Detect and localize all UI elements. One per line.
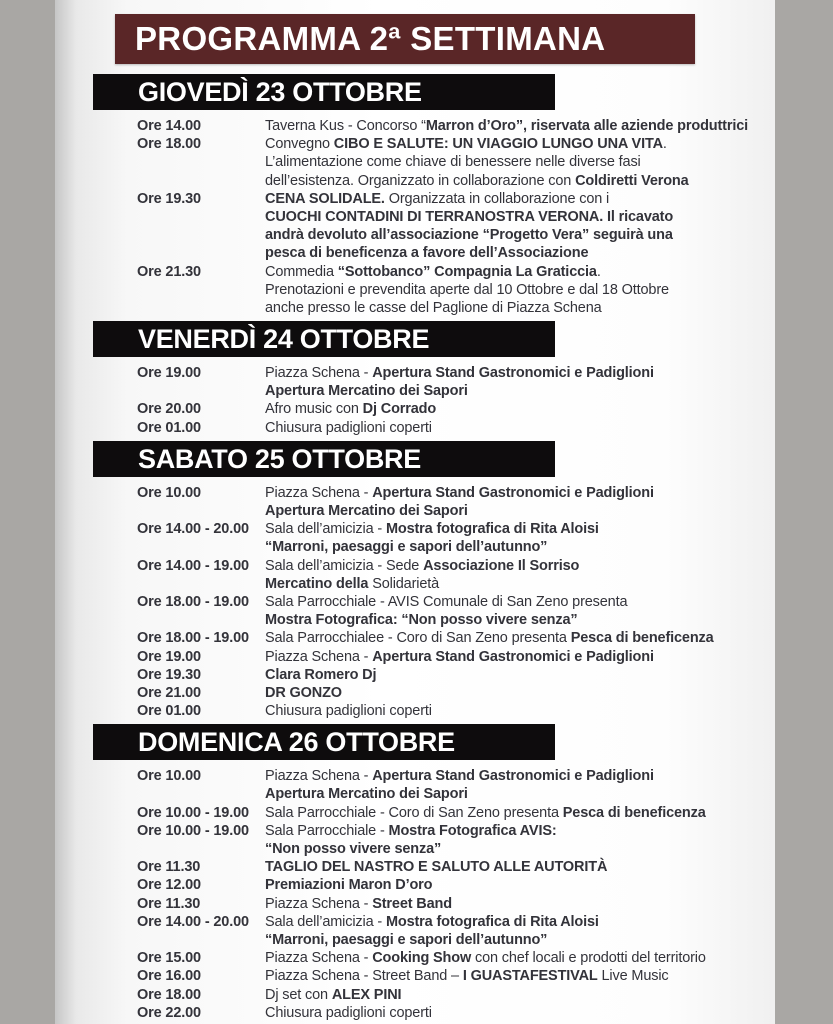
event-description <box>265 611 775 629</box>
event-text-bold: TAGLIO DEL NASTRO E SALUTO ALLE AUTORITÀ <box>265 859 608 876</box>
event-time: Ore 14.00 - 20.00 <box>137 521 249 538</box>
event-line <box>137 1004 775 1022</box>
event-text: L’alimentazione come chiave di benessere nelle diverse fasi <box>265 154 641 171</box>
event-description <box>265 382 775 400</box>
event-description <box>265 840 775 858</box>
event-line <box>137 153 775 171</box>
event-time: Ore 19.00 <box>137 648 201 665</box>
event-line <box>137 364 775 382</box>
event-time: Ore 14.00 - 20.00 <box>137 913 249 930</box>
event-rows <box>137 484 775 720</box>
event-text-bold: Apertura Stand Gastronomici e Padiglioni <box>372 484 654 501</box>
event-time: Ore 11.30 <box>137 895 201 912</box>
page-background <box>55 0 775 1024</box>
event-description <box>265 684 775 702</box>
event-description <box>265 767 775 785</box>
event-line <box>137 382 775 400</box>
event-description <box>265 822 775 840</box>
event-time <box>137 840 265 858</box>
event-text-bold: Premiazioni Maron D’oro <box>265 877 433 894</box>
event-line <box>137 858 775 876</box>
event-text-bold: Pesca di beneficenza <box>570 630 714 647</box>
event-text-bold: Cooking Show <box>372 950 472 967</box>
event-text: Piazza Schena - <box>265 768 373 785</box>
event-description <box>265 538 775 556</box>
event-line <box>137 611 775 629</box>
event-time: Ore 14.00 <box>137 118 201 134</box>
event-description <box>265 967 775 985</box>
event-time: Ore 18.00 <box>137 136 201 153</box>
event-description <box>265 520 775 538</box>
event-text: Chiusura padiglioni coperti <box>265 1004 432 1021</box>
event-description <box>265 557 775 575</box>
event-text-bold: Mostra fotografica di Rita Aloisi <box>385 521 599 538</box>
event-time: Ore 21.00 <box>137 684 201 701</box>
event-time: Ore 10.00 <box>137 484 201 501</box>
event-text-bold: Dj Corrado <box>362 401 437 418</box>
day-header-bar <box>93 724 555 760</box>
event-text: Piazza Schena - <box>265 895 373 912</box>
event-time <box>137 226 265 244</box>
event-text-bold: “Sottobanco” Compagnia La Graticcia <box>337 263 597 280</box>
event-time: Ore 22.00 <box>137 1004 201 1021</box>
day-section <box>55 74 775 317</box>
event-line <box>137 949 775 967</box>
event-time: Ore 19.30 <box>137 666 201 683</box>
event-text: Convegno <box>265 136 334 153</box>
event-time: Ore 10.00 - 19.00 <box>137 822 249 839</box>
day-section <box>55 724 775 1022</box>
event-description <box>265 593 775 611</box>
event-time: Ore 12.00 <box>137 877 201 894</box>
event-text-bold: CUOCHI CONTADINI DI TERRANOSTRA VERONA. Il ricavato <box>265 208 674 225</box>
event-line <box>137 702 775 720</box>
event-text-bold: Mostra Fotografica: “Non posso vivere senza” <box>265 612 578 629</box>
event-time <box>137 208 265 226</box>
event-line <box>137 895 775 913</box>
event-text-bold: Street Band <box>372 895 452 912</box>
event-line <box>137 767 775 785</box>
event-line <box>137 629 775 647</box>
event-rows <box>137 364 775 437</box>
event-time <box>137 281 265 299</box>
schedule-sections <box>55 74 775 1022</box>
day-section <box>55 441 775 720</box>
event-description <box>265 913 775 931</box>
event-line <box>137 913 775 931</box>
event-time <box>137 172 265 190</box>
event-text: Taverna Kus - Concorso “ <box>265 118 426 134</box>
event-description <box>265 804 775 822</box>
event-text-bold: “Marroni, paesaggi e sapori dell’autunno” <box>265 539 548 556</box>
event-description <box>265 858 775 876</box>
event-line <box>137 967 775 985</box>
event-line <box>137 281 775 299</box>
event-text-bold: CIBO E SALUTE: UN VIAGGIO LUNGO UNA VITA <box>333 136 663 153</box>
event-description <box>265 629 775 647</box>
event-line <box>137 520 775 538</box>
event-text-bold: Pesca di beneficenza <box>562 804 706 821</box>
day-header-bar <box>93 441 555 477</box>
event-description <box>265 895 775 913</box>
event-description <box>265 208 775 226</box>
event-text-bold: Clara Romero Dj <box>265 666 377 683</box>
event-time <box>137 153 265 171</box>
event-description <box>265 135 775 153</box>
event-line <box>137 226 775 244</box>
event-text: Commedia <box>265 263 338 280</box>
event-time <box>137 785 265 803</box>
event-text-bold: ALEX PINI <box>331 986 402 1003</box>
event-line <box>137 822 775 840</box>
event-time <box>137 382 265 400</box>
event-line <box>137 484 775 502</box>
event-description <box>265 666 775 684</box>
event-text: Live Music <box>597 968 669 985</box>
event-time: Ore 01.00 <box>137 703 201 720</box>
event-line <box>137 804 775 822</box>
event-description <box>265 153 775 171</box>
event-description <box>265 986 775 1004</box>
event-time: Ore 18.00 - 19.00 <box>137 593 249 610</box>
event-text-bold: Apertura Stand Gastronomici e Padiglioni <box>372 768 654 785</box>
event-text-bold: andrà devoluto all’associazione “Progetto Vera” seguirà una <box>265 227 673 244</box>
event-text: Piazza Schena - <box>265 484 373 501</box>
event-line <box>137 876 775 894</box>
event-time: Ore 15.00 <box>137 950 201 967</box>
event-time: Ore 16.00 <box>137 968 201 985</box>
event-line <box>137 593 775 611</box>
event-time: Ore 10.00 - 19.00 <box>137 804 249 821</box>
event-line <box>137 263 775 281</box>
day-header-bar <box>93 74 555 110</box>
event-text: Sala Parrocchiale - AVIS Comunale di San Zeno presenta <box>265 593 628 610</box>
event-text: Sala dell’amicizia - <box>265 521 386 538</box>
event-description <box>265 226 775 244</box>
event-time: Ore 18.00 - 19.00 <box>137 630 249 647</box>
event-line <box>137 840 775 858</box>
event-rows <box>137 767 775 1022</box>
event-description <box>265 502 775 520</box>
event-description <box>265 299 775 317</box>
day-section <box>55 321 775 437</box>
event-line <box>137 684 775 702</box>
event-description <box>265 575 775 593</box>
event-description <box>265 1004 775 1022</box>
event-text-bold: Apertura Stand Gastronomici e Padiglioni <box>372 648 654 665</box>
event-text-bold: Apertura Mercatino dei Sapori <box>265 383 468 400</box>
event-text: dell’esistenza. Organizzato in collaborazione con <box>265 172 576 189</box>
event-text-bold: I GUASTAFESTIVAL <box>462 968 598 985</box>
event-line <box>137 208 775 226</box>
day-header-label: GIOVEDÌ 23 OTTOBRE <box>138 77 422 107</box>
event-time <box>137 538 265 556</box>
event-text: Solidarietà <box>372 575 440 592</box>
event-time <box>137 931 265 949</box>
event-time <box>137 575 265 593</box>
event-line <box>137 299 775 317</box>
event-description <box>265 419 775 437</box>
event-time: Ore 14.00 - 19.00 <box>137 557 249 574</box>
event-description <box>265 190 775 208</box>
event-line <box>137 557 775 575</box>
program-title-banner <box>115 14 695 64</box>
event-line <box>137 117 775 135</box>
event-line <box>137 172 775 190</box>
event-line <box>137 502 775 520</box>
event-description <box>265 263 775 281</box>
event-text: Piazza Schena - Street Band – <box>265 968 463 985</box>
event-text-bold: Mercatino della <box>265 575 373 592</box>
event-text-bold: Associazione Il Sorriso <box>423 557 580 574</box>
event-time: Ore 11.30 <box>137 859 201 876</box>
event-line <box>137 648 775 666</box>
event-description <box>265 949 775 967</box>
event-text-bold: Apertura Stand Gastronomici e Padiglioni <box>372 365 654 382</box>
event-text-bold: Mostra fotografica di Rita Aloisi <box>385 913 599 930</box>
event-description <box>265 244 775 262</box>
event-description <box>265 702 775 720</box>
event-time: Ore 18.00 <box>137 986 201 1003</box>
event-text: . <box>662 136 667 153</box>
event-time: Ore 19.30 <box>137 190 201 207</box>
event-time: Ore 20.00 <box>137 401 201 418</box>
event-description <box>265 785 775 803</box>
event-text-bold: DR GONZO <box>265 684 342 701</box>
event-text: Afro music con <box>265 401 363 418</box>
event-line <box>137 666 775 684</box>
event-time: Ore 01.00 <box>137 419 201 436</box>
event-description <box>265 117 775 135</box>
event-text: Piazza Schena - <box>265 648 373 665</box>
event-description <box>265 484 775 502</box>
event-line <box>137 986 775 1004</box>
day-header-label: DOMENICA 26 OTTOBRE <box>138 727 455 758</box>
event-description <box>265 648 775 666</box>
event-text: Sala Parrocchiale - <box>265 822 389 839</box>
event-text-bold: “Non posso vivere senza” <box>265 841 442 857</box>
event-description <box>265 364 775 382</box>
event-time <box>137 611 265 629</box>
event-text: Sala Parrocchialee - Coro di San Zeno presenta <box>265 630 571 647</box>
event-description <box>265 876 775 894</box>
event-description <box>265 281 775 299</box>
event-text-bold: Mostra Fotografica AVIS: <box>388 822 557 839</box>
event-description <box>265 400 775 418</box>
event-text-bold: pesca di beneficenza a favore dell’Associazione <box>265 245 589 262</box>
day-header-bar <box>93 321 555 357</box>
day-header-label: VENERDÌ 24 OTTOBRE <box>138 324 430 355</box>
event-text: Prenotazioni e prevendita aperte dal 10 Ottobre e dal 18 Ottobre <box>265 281 669 298</box>
event-line <box>137 538 775 556</box>
day-header-label: SABATO 25 OTTOBRE <box>138 443 421 474</box>
event-text: Piazza Schena - <box>265 950 373 967</box>
event-text-bold: “Marroni, paesaggi e sapori dell’autunno” <box>265 931 548 948</box>
event-text: Sala dell’amicizia - Sede <box>265 557 424 574</box>
event-text: anche presso le casse del Paglione di Piazza Schena <box>265 299 602 316</box>
event-text-bold: CENA SOLIDALE. <box>265 190 385 207</box>
event-line <box>137 419 775 437</box>
event-text: . <box>596 263 601 280</box>
event-text: Chiusura padiglioni coperti <box>265 419 432 436</box>
event-text-bold: Apertura Mercatino dei Sapori <box>265 786 468 803</box>
event-line <box>137 931 775 949</box>
event-text: Dj set con <box>265 986 332 1003</box>
event-time <box>137 299 265 317</box>
event-time <box>137 244 265 262</box>
event-text-bold: Apertura Mercatino dei Sapori <box>265 503 468 519</box>
event-rows <box>137 117 775 317</box>
event-line <box>137 400 775 418</box>
event-text: Chiusura padiglioni coperti <box>265 703 432 720</box>
event-line <box>137 785 775 803</box>
event-text: con chef locali e prodotti del territorio <box>471 950 706 967</box>
event-line <box>137 244 775 262</box>
event-time: Ore 21.30 <box>137 263 201 280</box>
program-title: PROGRAMMA 2ª SETTIMANA <box>135 20 606 57</box>
event-text: Piazza Schena - <box>265 365 373 382</box>
event-time: Ore 19.00 <box>137 365 201 382</box>
event-line <box>137 190 775 208</box>
event-line <box>137 135 775 153</box>
event-text-bold: Marron d’Oro”, riservata alle aziende produttrici <box>425 118 749 134</box>
event-text: Organizzata in collaborazione con i <box>384 190 610 207</box>
event-description <box>265 172 775 190</box>
event-line <box>137 575 775 593</box>
event-text: Sala Parrocchiale - Coro di San Zeno presenta <box>265 804 563 821</box>
event-description <box>265 931 775 949</box>
event-text-bold: Coldiretti Verona <box>575 172 689 189</box>
event-time: Ore 10.00 <box>137 768 201 785</box>
event-time <box>137 502 265 520</box>
event-text: Sala dell’amicizia - <box>265 913 386 930</box>
